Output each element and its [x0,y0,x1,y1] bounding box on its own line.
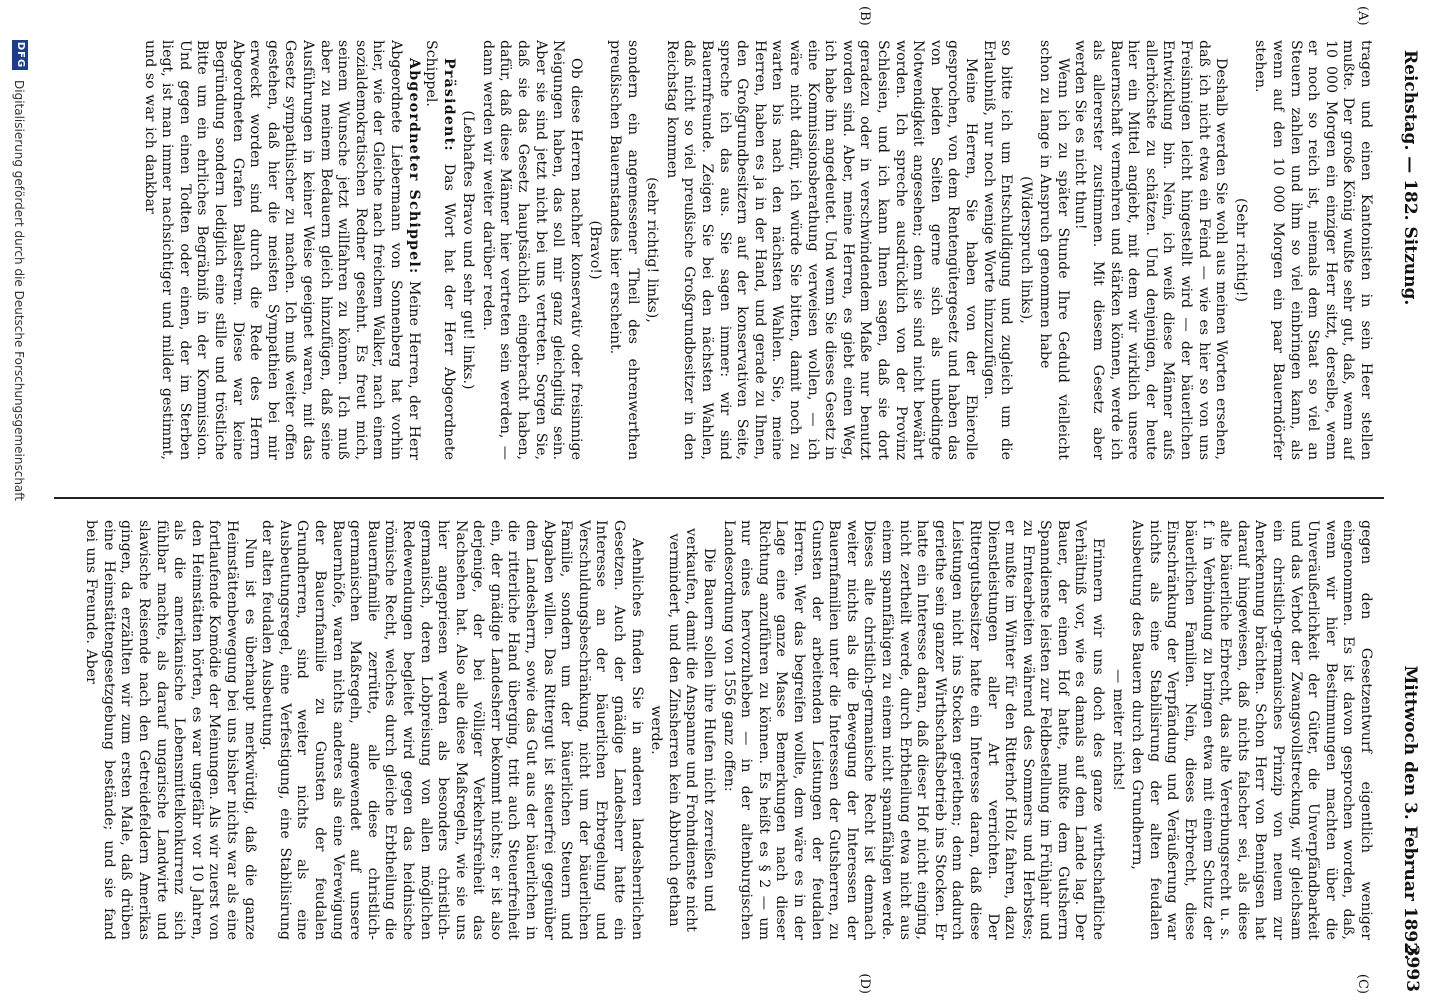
speech-text: Das Wort hat der Herr Abgeordnete Schippel. [423,40,457,460]
paragraph: so bitte ich um Entschuldigung und zugleich um die Erlaubniß, nur noch wenige Worte hinzuzufügen. [980,40,1015,460]
paragraph: Nun ist es überhaupt merkwürdig, daß die ganze Heimstättenbewegung bei uns bisher nichts war als eine fortlaufende Komödie der Meinungen. Als wir zuerst von den Heimstätten hörten, es war ungefähr vor 10 Jahren, als die amerikanische Lebensmittelkonkurrenz sich fühlbar machte, als darauf ungarische Landwirte und slawische Reisende nach den Getreidefeldern Amerikas gingen, da erzählten wir zum ersten Male, daß drüben eine Heimstättengesetzgebung bestände; und sie fand bei uns Freunde. Aber [83,520,258,940]
speaker-name: Präsident: [440,58,457,152]
interjection: — meiter nichts! [1109,669,1126,791]
left-column [74,40,1374,460]
digitization-footer [6,0,30,1000]
running-head [1392,0,1432,1000]
interjection: (Bravo!) [587,220,604,280]
margin-marker-a: (A) [1355,6,1370,26]
paragraph: Wenn ich zu später Stunde Ihre Geduld vielleicht schon zu lange in Anspruch genommen habe [1037,40,1071,460]
quotation: Die Bauern sollen ihre Hufen nicht zerreißen und verkaufen, damit die Anspanne und Frohndienste nicht vermindert, und den Zinsherren kein Abbruch gethan werde. [648,528,718,932]
paragraph: Deshalb werden Sie wohl aus meinen Worten ersehen, daß ich nicht etwa ein Feind — wie es hier so von uns Freisinnigen leicht hingestellt wird — der bäuerlichen Entwicklung bin. Nein, ich weiß diese Männer aufs allerhöchste zu schätzen. Und denjenigen, der heute hier ein Mittel angiebt, mit dem wir wirklich unsere Bauernschaft vermehren und stärken können, werde ich als allererster zustimmen. Mit diesem Gesetz aber werden Sie es nicht thun! [1072,40,1230,460]
interjection: (sehr richtig! links), [644,177,661,323]
speaker-name: Abgeordneter Schippel: [405,58,422,275]
right-column [74,520,1374,940]
running-head-date: Mittwoch den 3. Februar 1892. [1400,665,1420,960]
margin-marker-b: (B) [857,6,872,26]
interjection: (Widerspruch links), [1017,176,1034,324]
paragraph: Ob diese Herren nachher konservativ oder freisinnige Neigungen haben, das soll mir ganz gleichgiltig sein. Aber sie sind jetzt nicht bei uns vertreten. Sorgen Sie, daß sie das Gesetz hauptsächlich eingebracht haben, dafür, daß diese Männer hier vertreten sein werden, — dann werden wir weiter darüber reden. [479,40,584,460]
page-number: 3993 [1402,944,1422,992]
interjection: (Sehr richtig!) [1232,197,1249,303]
margin-marker-c: (C) [1355,973,1370,994]
dfg-logo: DFG [12,40,28,70]
paragraph: Meine Herren, Sie haben von der Ehierolle gesprochen, von dem Rentengütergesetz und haben das von beiden Seiten gerne sich als unbedingte Notwendigkeit angesehen; denn sie sind nicht bewährt worden. Ich spreche ausdrücklich von der Provinz Schlesien, und ich kann Ihnen sagen, daß sie dort geradezu oder in verschwindendem Maße nur benutzt worden sind. Aber, meine Herren, es giebt einen Weg, ich habe ihn angedeutet. Und wenn Sie dieses Gesetz in eine Kommissionsberathung verweisen wollen, — ich wäre nicht dafür, ich würde Sie bitten, damit noch zu warten bis nach den nächsten Wahlen. Sie, meine Herren, haben es ja in der Hand, und gerade zu Ihnen, den Großgrundbesitzern auf der konservativen Seite, spreche ich das aus. Sie sagen immer: wir sind Bauernfreunde. Zeigen Sie bei den nächsten Wahlen, daß nicht so viel preußische Großgrundbesitzer in den Reichstag kommen [663,40,979,460]
paragraph: gegen den Gesetzentwurf eigentlich weniger eingenommen. Es ist davon gesprochen worden, daß, wenn wir hier Bestimmungen machten über die Unveräußerlichkeit der Güter, die Unverpfändbarkeit und das Verbot der Zwangsvollstreckung, wir gleichsam ein christlich-germanisches Prinzip von neuem zur Anerkennung brächten. Schon Herr von Bennigsen hat darauf hingewiesen, daß nichts falscher sei, als diese alte bäuerliche Erbrecht, das alte Vererbungsrecht u. s. f. in Verbindung zu bringen etwa mit einem Schutz der bäuerlichen Familien. Nein, dieses Erbrecht, diese Einschränkung der Verpfändung und Veräußerung war nichts als eine Stabilisirung der alten feudalen Ausbeutung des Bauern durch den Grundherrn, [1129,520,1374,940]
interjection: (Lebhaftes Bravo und sehr gut! links.) [460,110,477,390]
paragraph: tragen und einen Kantonisten in sein Heer stellen mußte. Der große König wußte sehr gut, daß, wenn auf 10 000 Morgen ein einziger Herr sitzt, derselbe, wenn er noch so reich ist, niemals dem Staat so viel an Steuern zahlen und ihm so viel einbringen kann, als wenn auf den 10 000 Morgen ein paar Bauerndörfer stehen. [1252,40,1374,460]
column-divider [54,497,1384,499]
footer-credit: Digitalisierung gefördert durch die Deutsche Forschungsgemeinschaft [12,80,26,502]
speech-text: Meine Herren, der Herr Abgeordnete Liebermann von Sonnenberg hat vorhin hier, wie der Gleiche nach freichem Walker, nach einem sozialdemokratischen Redner gesehnt. Es freut mich, seinem Wunsche jetzt willfahren zu können. Ich muß aber zu meinem Bedauern gleich hinzufügen, daß seine Ausführungen in keiner Weise geeignet waren, mit das Gesetz sympathischer zu machen. Ich muß weiter offen gestehen, daß hier die meisten Sympathien bei mir erweckt worden sind durch die Rede des Herrn Abgeordneten Grafen Ballestrem. Diese war keine Begründung sondern lediglich eine stille und tröstliche Bitte um ein ehrliches Begräbniß in der Kommission. Und gegen einen Todten oder einen, der im Sterben liegt, ist man immer nachsichtiger und milder gestimmt, und so war ich dankbar [141,40,422,460]
paragraph: Aehnliches finden Sie in anderen landesherrlichen Gesetzen. Auch der gnädige Landesherr hatte ein Interesse an der bäuerlichen Erbregelung und Verschuldungsbeschränkung, nicht um der bäuerlichen Familie, sondern um der bäuerlichen Steuern und Abgaben willen. Das Rittergut ist steuerfrei gegenüber dem Landesherrn, sowie das Gut aus der bäuerlichen in die ritterliche Hand überging, tritt auch Steuerfreiheit ein, der gnädige Landesherr bekommt nichts; er ist also derjenige, der bei völliger Verkehrsfreiheit das Nachsehen hat. Also alle diese Maßregeln, wie sie uns hier angepriesen werden als besonders christlich-germanisch, deren Lobpreisung von allen möglichen Redewendungen begleitet wird gegen das heidnische römische Recht, welches durch gleiche Erbtheilung die Bauernfamilie zerrütte, alle diese christlich-germanischen Maßregeln, angewendet auf unsere Bauernhöfe, waren nichts anderes als eine Verewigung der Bauernfamilie zu Gunsten der feudalen Grundherren, sind weiter nichts als eine Ausbeutungsregel, eine Verfestigung, eine Stabilisirung der alten feudalen Ausbeutung. [259,520,645,940]
margin-marker-d: (D) [857,973,872,994]
speech-paragraph [422,40,457,460]
running-head-session: Reichstag. — 182. Sitzung. [1400,50,1420,306]
paragraph: sondern ein angemessener Theil des ehrenwerthen preußischen Bauernstandes hier erscheint. [607,40,641,460]
paragraph: Erinnern wir uns doch des ganze wirthschaftliche Verhältniß vor, wie es damals auf dem Lande lag. Der Bauer, der einen Hof hatte, mußte dem Gutsherrn Spanndienste leisten zur Feldbestellung im Frühjahr und zu Erntearbeiten während des Sommers und Herbstes; er mußte im Winter für den Ritterhof Holz fahren, dazu Dienstleistungen aller Art verrichten. Der Rittergutsbesitzer hatte ein Interesse daran, daß diese Leistungen nicht ins Stocken geriethen; denn dadurch geriethe sein ganzer Wirthschaftsbetrieb ins Stocken. Er hatte ein Interesse daran, daß dieser Hof nicht einging, nicht zertheilt werde, durch Erbtheilung etwa nicht aus einem spannfähigen zu einem nicht spannfähigen werde. Dieses alte christlich-germanische Recht ist demnach weiter nichts als die Bewegung der Interessen der Bauernfamilien unter die Interessen der Gutsherren, zu Gunsten der arbeitenden Leistungen der feudalen Herren. Wer das begreifen wollte, dem wäre es in der Lage eine ganze Masse Bemerkungen nach dieser Richtung anzuführen zu können. Es heißt es § 2 — um nur eines hervorzuheben — in der altenburgischen Landesordnung von 1556 ganz offen: [720,520,1107,940]
speech-paragraph [140,40,422,460]
